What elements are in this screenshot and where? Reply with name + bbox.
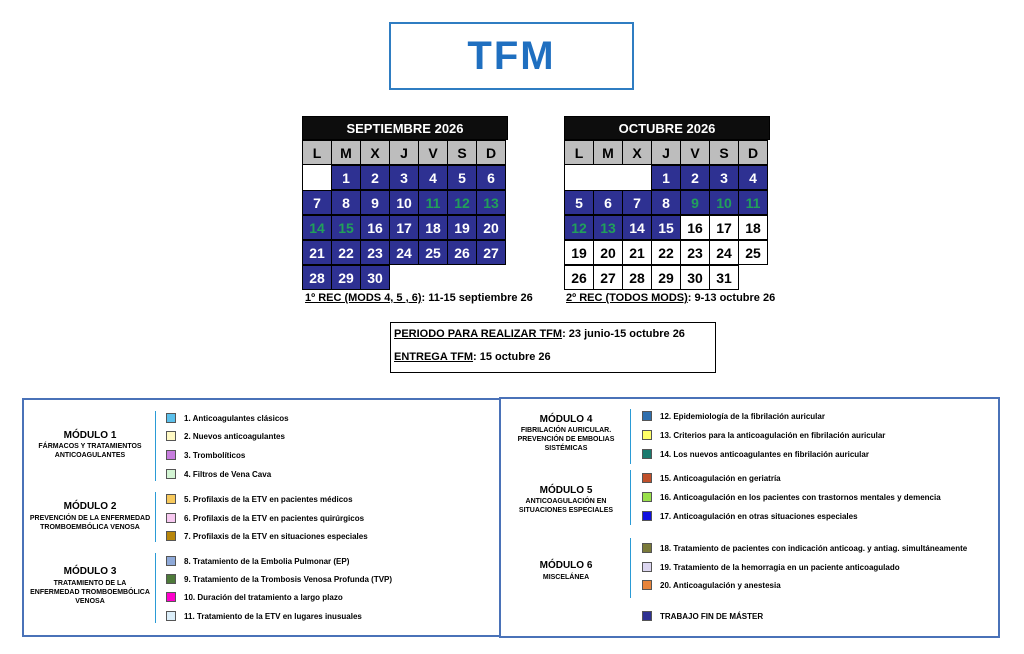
calendar-day: 12 [564,215,594,240]
calendar-october [564,116,770,290]
calendar-day: 19 [564,240,594,265]
module-lesson-item [642,580,781,590]
calendar-day: 27 [593,265,623,290]
color-swatch-icon [642,411,652,421]
module-subtitle: FIBRILACIÓN AURICULAR. PREVENCIÓN DE EMBOLIAS SISTÉMICAS [517,427,615,452]
weekday-header: L [302,140,332,165]
calendar-day: 13 [593,215,623,240]
module-subtitle: MISCELÁNEA [542,574,590,581]
calendar-day: 10 [389,190,419,215]
lesson-label: 11. Tratamiento de la ETV en lugares inusuales [184,611,362,621]
calendar-day: 29 [651,265,681,290]
calendar-day: 8 [331,190,361,215]
weekday-header: X [622,140,652,165]
calendar-day: 5 [447,165,477,190]
calendar-day: 16 [360,215,390,240]
calendar-day: 4 [738,165,768,190]
calendar-day: 2 [360,165,390,190]
color-swatch-icon [166,556,176,566]
weekday-header: V [418,140,448,165]
module-lesson-item [642,473,781,483]
module-lesson-item [166,611,362,621]
color-swatch-icon [642,449,652,459]
weekday-header: X [360,140,390,165]
module-lesson-item [642,562,900,572]
rec-1-dates: : 11-15 septiembre 26 [421,292,533,304]
color-swatch-icon [166,431,176,441]
module-lesson-item [166,513,364,523]
module-title: MÓDULO 2 [63,501,117,512]
weekday-header: J [651,140,681,165]
rec-2-line [566,292,775,304]
rec-1-label: 1º REC (MODS 4, 5 , 6) [305,292,422,304]
module-lesson-item [642,411,825,421]
calendar-day: 23 [360,240,390,265]
color-swatch-icon [642,473,652,483]
calendar-empty-cell [447,265,477,290]
calendar-day: 17 [389,215,419,240]
module-subtitle: ANTICOAGULACIÓN EN SITUACIONES ESPECIALES [518,498,614,514]
period-line [394,328,685,340]
color-swatch-icon [166,450,176,460]
calendar-month-header: OCTUBRE 2026 [564,116,770,140]
module-lesson-item [166,413,289,423]
period-label: PERIODO PARA REALIZAR TFM [394,328,563,340]
calendar-empty-cell [564,165,594,190]
calendar-day: 27 [476,240,506,265]
module-lesson-item [166,531,368,541]
module-lesson-item [642,449,869,459]
weekday-header: M [593,140,623,165]
lesson-label: 10. Duración del tratamiento a largo plazo [184,592,343,602]
module-subtitle: FÁRMACOS Y TRATAMIENTOS ANTICOAGULANTES [38,443,142,459]
calendar-day: 30 [680,265,710,290]
calendar-day: 6 [593,190,623,215]
module-title: MÓDULO 3 [63,566,117,577]
module-lesson-item [642,430,885,440]
calendar-day: 26 [564,265,594,290]
lesson-label: 13. Criterios para la anticoagulación en fibrilación auricular [660,430,886,440]
color-swatch-icon [642,611,652,621]
color-swatch-icon [642,543,652,553]
rec-2-label: 2º REC (TODOS MODS) [566,292,688,304]
page-title: TFM [467,33,556,78]
calendar-day: 8 [651,190,681,215]
calendar-day: 28 [302,265,332,290]
lesson-label: 7. Profilaxis de la ETV en situaciones especiales [184,531,368,541]
calendar-day: 29 [331,265,361,290]
lesson-label: 5. Profilaxis de la ETV en pacientes médicos [184,494,353,504]
weekday-header: D [738,140,768,165]
calendar-day: 5 [564,190,594,215]
lesson-label: 2. Nuevos anticoagulantes [184,431,285,441]
module-lesson-item [166,431,285,441]
calendar-grid [564,140,770,290]
calendar-empty-cell [418,265,448,290]
calendar-day: 24 [709,240,739,265]
color-swatch-icon [642,580,652,590]
module-lesson-item [166,592,343,602]
calendar-empty-cell [476,265,506,290]
calendar-day: 25 [738,240,768,265]
color-swatch-icon [166,469,176,479]
calendar-day: 18 [738,215,768,240]
calendar-day: 19 [447,215,477,240]
module-subtitle: TRATAMIENTO DE LA ENFERMEDAD TROMBOEMBÓLICA VENOSA [30,580,150,605]
calendar-empty-cell [302,165,332,190]
calendar-empty-cell [593,165,623,190]
module-lesson-item [166,469,271,479]
color-swatch-icon [166,494,176,504]
lesson-label: 20. Anticoagulación y anestesia [660,580,781,590]
module-divider [630,470,631,525]
calendar-day: 24 [389,240,419,265]
lesson-label: 18. Tratamiento de pacientes con indicación anticoag. y antiag. simultáneamente [660,543,968,553]
calendar-day: 22 [331,240,361,265]
lesson-label: 6. Profilaxis de la ETV en pacientes quirúrgicos [184,513,365,523]
delivery-label: ENTREGA TFM [394,351,474,363]
weekday-header: M [331,140,361,165]
delivery-value: : 15 octubre 26 [473,351,551,363]
weekday-header: S [709,140,739,165]
calendar-day: 22 [651,240,681,265]
lesson-label: 4. Filtros de Vena Cava [184,469,272,479]
module-divider [630,409,631,464]
module-divider [155,553,156,623]
module-divider [155,411,156,481]
rec-1-line [305,292,533,304]
calendar-day: 30 [360,265,390,290]
calendar-day: 25 [418,240,448,265]
calendar-day: 18 [418,215,448,240]
lesson-label: 16. Anticoagulación en los pacientes con trastornos mentales y demencia [660,492,941,502]
calendar-day: 14 [622,215,652,240]
color-swatch-icon [642,562,652,572]
module-lesson-item [642,511,858,521]
module-lesson-item [642,543,967,553]
module-divider [630,538,631,598]
module-lesson-item [166,556,349,566]
calendar-day: 15 [331,215,361,240]
calendar-grid [302,140,508,290]
calendar-day: 20 [476,215,506,240]
calendar-empty-cell [389,265,419,290]
calendar-day: 17 [709,215,739,240]
calendar-day: 4 [418,165,448,190]
weekday-header: V [680,140,710,165]
calendar-day: 11 [418,190,448,215]
color-swatch-icon [166,531,176,541]
color-swatch-icon [166,574,176,584]
calendar-month-header: SEPTIEMBRE 2026 [302,116,508,140]
lesson-label: TRABAJO FIN DE MÁSTER [660,611,764,621]
calendar-september [302,116,508,290]
calendar-day: 9 [360,190,390,215]
weekday-header: J [389,140,419,165]
delivery-line [394,351,551,363]
calendar-empty-cell [622,165,652,190]
calendar-day: 1 [651,165,681,190]
color-swatch-icon [166,592,176,602]
calendar-day: 15 [651,215,681,240]
lesson-label: 19. Tratamiento de la hemorragia en un paciente anticoagulado [660,562,900,572]
calendar-day: 28 [622,265,652,290]
calendar-day: 6 [476,165,506,190]
module-lesson-item [642,492,941,502]
calendar-day: 31 [709,265,739,290]
module-divider [155,492,156,542]
module-title: MÓDULO 5 [539,485,593,496]
calendar-day: 7 [302,190,332,215]
weekday-header: S [447,140,477,165]
calendar-day: 1 [331,165,361,190]
calendar-day: 11 [738,190,768,215]
lesson-label: 9. Tratamiento de la Trombosis Venosa Profunda (TVP) [184,574,393,584]
calendar-day: 3 [709,165,739,190]
lesson-label: 8. Tratamiento de la Embolia Pulmonar (EP) [184,556,350,566]
module-title: MÓDULO 4 [539,414,593,425]
weekday-header: L [564,140,594,165]
calendar-day: 3 [389,165,419,190]
calendar-day: 10 [709,190,739,215]
module-subtitle: PREVENCIÓN DE LA ENFERMEDAD TROMBOEMBÓLICA VENOSA [29,515,151,531]
weekday-header: D [476,140,506,165]
lesson-label: 1. Anticoagulantes clásicos [184,413,289,423]
module-lesson-item [166,574,392,584]
calendar-day: 9 [680,190,710,215]
color-swatch-icon [166,513,176,523]
calendar-day: 26 [447,240,477,265]
calendar-day: 2 [680,165,710,190]
calendar-day: 13 [476,190,506,215]
color-swatch-icon [642,511,652,521]
calendar-day: 12 [447,190,477,215]
calendar-day: 7 [622,190,652,215]
calendar-day: 20 [593,240,623,265]
calendar-day: 14 [302,215,332,240]
calendar-day: 21 [302,240,332,265]
lesson-label: 14. Los nuevos anticoagulantes en fibrilación auricular [660,449,869,459]
calendar-day: 21 [622,240,652,265]
lesson-label: 17. Anticoagulación en otras situaciones especiales [660,511,858,521]
module-lesson-item [166,450,245,460]
lesson-label: 15. Anticoagulación en geriatría [660,473,781,483]
period-box [390,322,716,373]
color-swatch-icon [166,413,176,423]
period-value: : 23 junio-15 octubre 26 [562,328,685,340]
color-swatch-icon [642,430,652,440]
module-title: MÓDULO 6 [539,560,593,571]
title-box [389,22,634,90]
calendar-day: 16 [680,215,710,240]
color-swatch-icon [166,611,176,621]
calendar-empty-cell [738,265,768,290]
module-title: MÓDULO 1 [63,430,117,441]
module-lesson-item [642,611,763,621]
lesson-label: 12. Epidemiología de la fibrilación auricular [660,411,825,421]
lesson-label: 3. Trombolíticos [184,450,246,460]
calendar-day: 23 [680,240,710,265]
module-lesson-item [166,494,353,504]
rec-2-dates: : 9-13 octubre 26 [687,292,776,304]
color-swatch-icon [642,492,652,502]
